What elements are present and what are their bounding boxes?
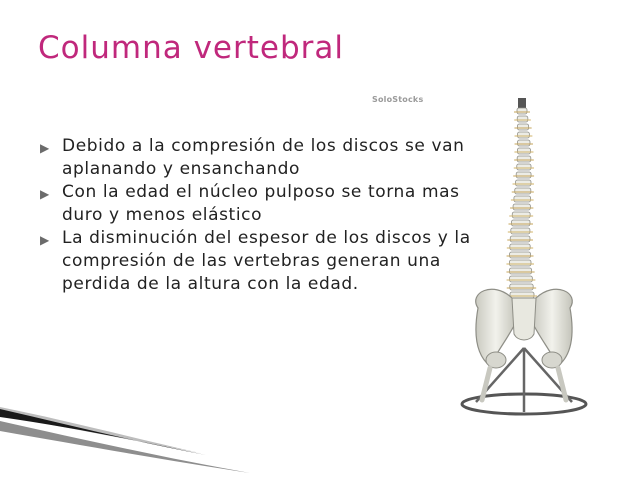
vertebra [517, 124, 528, 130]
vertebrae-column [506, 108, 537, 298]
vertebra [517, 108, 527, 114]
vertebra [510, 276, 533, 282]
vertebra [510, 252, 531, 258]
vertebra [510, 292, 534, 298]
vertebra [512, 212, 530, 218]
vertebra [514, 196, 531, 202]
image-watermark: SoloStocks [372, 95, 424, 104]
vertebra [518, 140, 530, 146]
vertebra [518, 132, 530, 138]
vertebra [516, 172, 531, 178]
vertebra [515, 188, 531, 194]
vertebra [517, 116, 528, 122]
slide-title: Columna vertebral [38, 30, 344, 66]
vertebra [513, 204, 530, 210]
vertebra [509, 260, 531, 266]
bullet-text: La disminución del espesor de los discos y la compresión de las vertebras generan una perdida de la altura con la edad. [62, 228, 471, 294]
vertebra [517, 148, 530, 154]
vertebra [509, 268, 531, 274]
bottom-swoosh-decoration [0, 395, 638, 479]
vertebra [510, 244, 530, 250]
bullet-text: Con la edad el núcleo pulposo se torna mas duro y menos elástico [62, 182, 460, 225]
vertebra [517, 156, 531, 162]
vertebra [510, 236, 530, 242]
vertebra [510, 284, 533, 290]
triangle-right-icon: ▶ [40, 233, 50, 247]
bullet-text: Debido a la compresión de los discos se van aplanando y ensanchando [62, 136, 465, 179]
triangle-right-icon: ▶ [40, 141, 50, 155]
vertebra [516, 180, 531, 186]
spine-skeleton-illustration [438, 98, 608, 428]
triangle-right-icon: ▶ [40, 187, 50, 201]
vertebra [511, 220, 530, 226]
sacrum [512, 298, 536, 340]
vertebra [511, 228, 530, 234]
vertebra [517, 164, 531, 170]
